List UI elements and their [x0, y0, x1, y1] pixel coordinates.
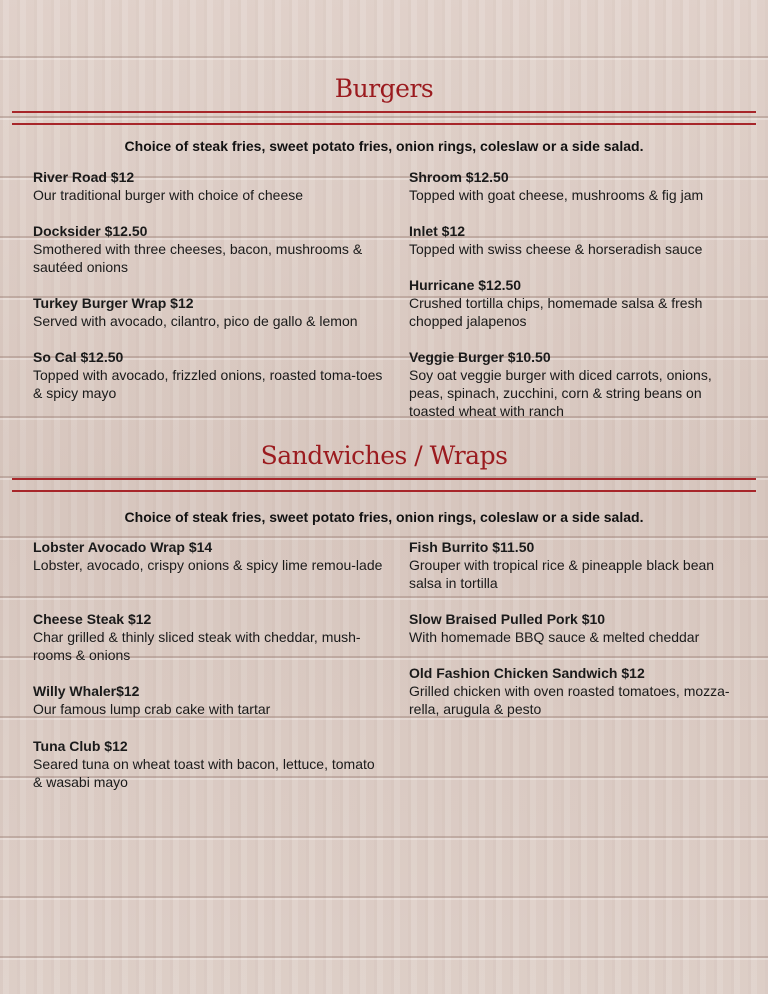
- menu-item-slow-braised-pulled-pork: [409, 610, 749, 646]
- item-name: Docksider $12.50: [33, 223, 148, 239]
- menu-item-river-road: [33, 168, 383, 204]
- item-desc: Topped with goat cheese, mushrooms & fig jam: [409, 187, 704, 203]
- item-desc: Served with avocado, cilantro, pico de gallo & lemon: [33, 313, 358, 329]
- burgers-rule-bottom: [12, 123, 756, 125]
- menu-item-turkey-burger-wrap: [33, 294, 383, 330]
- sandwiches-rule-bottom: [12, 490, 756, 492]
- item-name: Slow Braised Pulled Pork $10: [409, 611, 606, 627]
- item-desc: Lobster, avocado, crispy onions & spicy lime remou-lade: [33, 557, 383, 573]
- item-name: So Cal $12.50: [33, 349, 124, 365]
- item-name: Cheese Steak $12: [33, 611, 152, 627]
- menu-item-so-cal: [33, 348, 383, 402]
- item-desc: Char grilled & thinly sliced steak with cheddar, mush-rooms & onions: [33, 629, 361, 663]
- item-name: Fish Burrito $11.50: [409, 539, 535, 555]
- item-name: Shroom $12.50: [409, 169, 509, 185]
- sandwiches-title: Sandwiches / Wraps: [260, 441, 508, 470]
- item-name: Veggie Burger $10.50: [409, 349, 551, 365]
- menu-item-willy-whaler: [33, 682, 383, 718]
- menu-item-shroom: [409, 168, 749, 204]
- item-desc: With homemade BBQ sauce & melted cheddar: [409, 629, 700, 645]
- menu-item-veggie-burger: [409, 348, 749, 420]
- item-name: Hurricane $12.50: [409, 277, 522, 293]
- item-desc: Crushed tortilla chips, homemade salsa & fresh chopped jalapenos: [409, 295, 703, 329]
- menu-item-inlet: [409, 222, 749, 258]
- item-desc: Soy oat veggie burger with diced carrots, onions, peas, spinach, zucchini, corn & string beans on toasted wheat with ranch: [409, 367, 712, 419]
- item-desc: Topped with swiss cheese & horseradish sauce: [409, 241, 703, 257]
- menu-item-docksider: [33, 222, 383, 276]
- sandwiches-subtitle: Choice of steak fries, sweet potato fries, onion rings, coleslaw or a side salad.: [124, 509, 644, 525]
- item-desc: Our famous lump crab cake with tartar: [33, 701, 271, 717]
- item-desc: Smothered with three cheeses, bacon, mushrooms & sautéed onions: [33, 241, 363, 275]
- menu-item-lobster-avocado-wrap: [33, 538, 383, 574]
- item-name: Lobster Avocado Wrap $14: [33, 539, 213, 555]
- item-name: Willy Whaler$12: [33, 683, 140, 699]
- menu-item-cheese-steak: [33, 610, 383, 664]
- item-desc: Grouper with tropical rice & pineapple black bean salsa in tortilla: [409, 557, 715, 591]
- item-desc: Seared tuna on wheat toast with bacon, lettuce, tomato & wasabi mayo: [33, 756, 375, 790]
- sandwiches-rule-top: [12, 478, 756, 480]
- menu-item-hurricane: [409, 276, 749, 330]
- item-name: Old Fashion Chicken Sandwich $12: [409, 665, 645, 681]
- item-desc: Topped with avocado, frizzled onions, roasted toma-toes & spicy mayo: [33, 367, 383, 401]
- menu-item-fish-burrito: [409, 538, 749, 592]
- burgers-rule-top: [12, 111, 756, 113]
- burgers-subtitle: Choice of steak fries, sweet potato fries, onion rings, coleslaw or a side salad.: [124, 138, 644, 154]
- item-desc: Our traditional burger with choice of cheese: [33, 187, 304, 203]
- burgers-title: Burgers: [334, 74, 434, 103]
- item-name: River Road $12: [33, 169, 135, 185]
- item-desc: Grilled chicken with oven roasted tomatoes, mozza-rella, arugula & pesto: [409, 683, 730, 717]
- item-name: Turkey Burger Wrap $12: [33, 295, 194, 311]
- item-name: Inlet $12: [409, 223, 466, 239]
- menu-item-old-fashion-chicken-sandwich: [409, 664, 749, 718]
- item-name: Tuna Club $12: [33, 738, 128, 754]
- menu-item-tuna-club: [33, 737, 383, 791]
